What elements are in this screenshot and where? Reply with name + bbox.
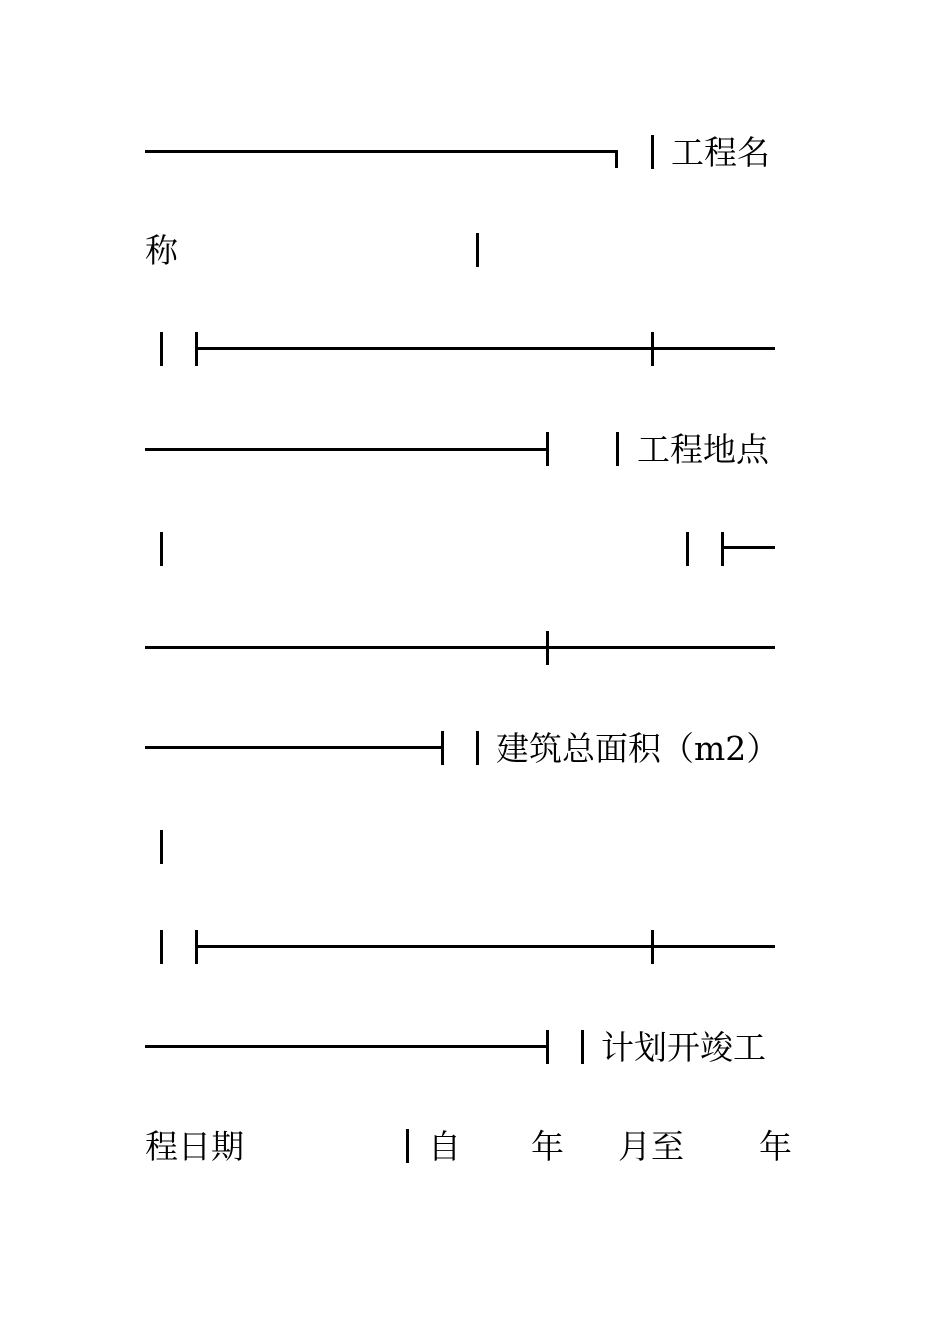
table-border-line [476, 233, 479, 267]
table-border-line [441, 731, 444, 765]
date-year-label: 年 [531, 1127, 564, 1166]
table-border-line [651, 332, 654, 366]
field-label-project-location: 工程地点 [637, 430, 769, 469]
table-border-line [145, 1045, 548, 1048]
table-border-line [160, 332, 163, 366]
table-border-line [195, 945, 775, 948]
table-border-line [546, 1030, 549, 1064]
table-border-line [616, 432, 619, 466]
table-border-line [615, 150, 618, 168]
field-label-building-area: 建筑总面积（m2） [496, 729, 780, 768]
table-border-line [546, 631, 549, 665]
date-month-to-label: 月至 [618, 1127, 684, 1166]
table-border-line [145, 448, 548, 451]
field-label-planned-schedule: 计划开竣工 [601, 1028, 766, 1067]
table-border-line [145, 646, 775, 649]
table-border-line [195, 347, 775, 350]
table-border-line [721, 546, 775, 549]
table-border-line [145, 746, 443, 749]
date-from-label: 自 [428, 1127, 461, 1166]
table-border-line [546, 432, 549, 466]
table-border-line [651, 135, 654, 169]
table-border-line [160, 830, 163, 864]
table-border-line [651, 930, 654, 964]
table-border-line [160, 532, 163, 566]
table-border-line [581, 1030, 584, 1064]
table-border-line [721, 532, 724, 566]
table-border-line [145, 150, 617, 153]
field-label-planned-schedule-cont: 程日期 [145, 1127, 244, 1166]
table-border-line [686, 532, 689, 566]
date-year-label: 年 [759, 1127, 792, 1166]
table-border-line [476, 731, 479, 765]
table-border-line [160, 930, 163, 964]
field-label-project-name-cont: 称 [145, 231, 178, 270]
field-label-project-name: 工程名 [671, 133, 770, 172]
table-border-line [406, 1129, 409, 1163]
